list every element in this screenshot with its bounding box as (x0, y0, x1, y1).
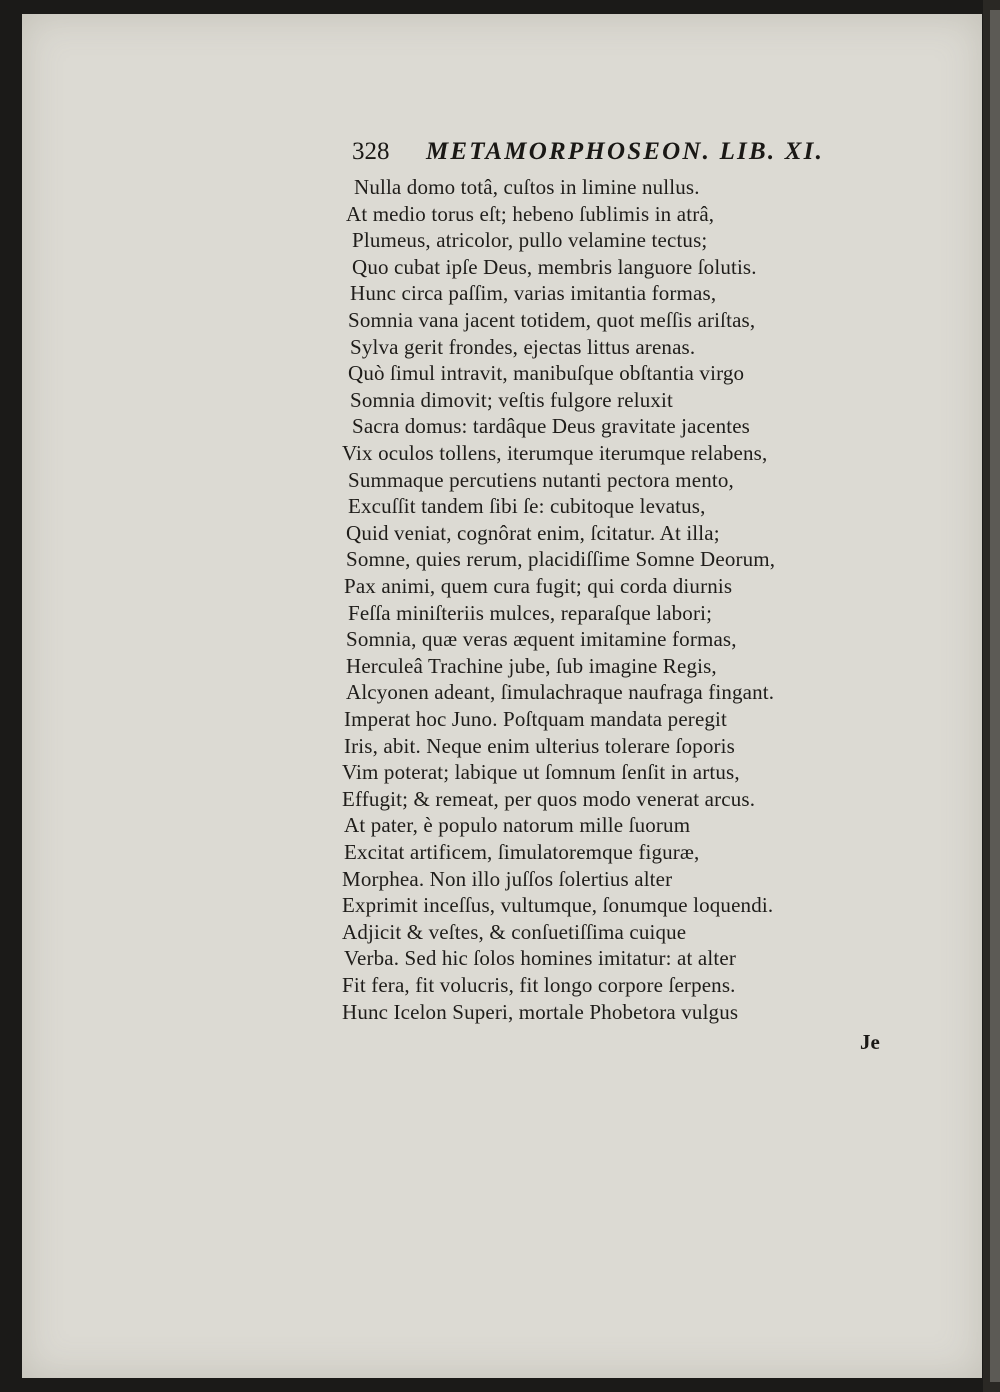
verse-line: Excitat artificem, ſimulatoremque figuræ, (344, 840, 700, 864)
catchword: Je (860, 1030, 880, 1054)
verse-line: Effugit; & remeat, per quos modo venerat arcus. (342, 787, 756, 811)
verse-line: Nulla domo totâ, cuſtos in limine nullus. (354, 175, 700, 199)
verse-line: Herculeâ Trachine jube, ſub imagine Regis, (346, 654, 717, 678)
verse-line: Somnia vana jacent totidem, quot meſſis ariſtas, (348, 308, 756, 332)
verse-line: Hunc circa paſſim, varias imitantia formas, (350, 281, 717, 305)
verse-line: Exprimit inceſſus, vultumque, ſonumque loquendi. (342, 893, 774, 917)
verse-line: Alcyonen adeant, ſimulachraque naufraga fingant. (346, 680, 775, 704)
verse-line: Excuſſit tandem ſibi ſe: cubitoque levatus, (348, 494, 706, 518)
verse-line: Iris, abit. Neque enim ulterius tolerare ſoporis (344, 734, 735, 758)
verse-line: Morphea. Non illo juſſos ſolertius alter (342, 867, 673, 891)
verse-line: Sacra domus: tardâque Deus gravitate jacentes (352, 414, 751, 438)
page-header (352, 136, 842, 172)
verse-line: Adjicit & veſtes, & conſuetiſſima cuique (342, 920, 687, 944)
verse-line: Summaque percutiens nutanti pectora mento, (348, 468, 734, 492)
verse-line: Imperat hoc Juno. Poſtquam mandata peregit (344, 707, 728, 731)
verse-line: Verba. Sed hic ſolos homines imitatur: at alter (344, 946, 736, 970)
verse-line: Sylva gerit frondes, ejectas littus arenas. (350, 335, 696, 359)
verse-line: Quid veniat, cognôrat enim, ſcitatur. At illa; (346, 521, 720, 545)
verse-line: Somnia dimovit; veſtis fulgore reluxit (350, 388, 673, 412)
verse-line: Vix oculos tollens, iterumque iterumque relabens, (342, 441, 768, 465)
verse-line: Quo cubat ipſe Deus, membris languore ſolutis. (352, 255, 757, 279)
verse-line: Pax animi, quem cura fugit; qui corda diurnis (344, 574, 733, 598)
verse-line: Fit fera, fit volucris, fit longo corpore ſerpens. (342, 973, 736, 997)
page-number: 328 (352, 138, 390, 165)
running-title: METAMORPHOSEON. LIB. XI. (426, 138, 825, 165)
verse-line: Hunc Icelon Superi, mortale Phobetora vulgus (342, 1000, 739, 1024)
verse-line: At pater, è populo natorum mille ſuorum (344, 813, 691, 837)
verse-line: Somne, quies rerum, placidiſſime Somne Deorum, (346, 547, 776, 571)
verse-line: At medio torus eſt; hebeno ſublimis in atrâ, (346, 202, 715, 226)
verse-line: Plumeus, atricolor, pullo velamine tectus; (352, 228, 708, 252)
verse-line: Somnia, quæ veras æquent imitamine formas, (346, 627, 737, 651)
verse-line: Quò ſimul intravit, manibuſque obſtantia virgo (348, 361, 745, 385)
next-page-edge (990, 10, 1000, 1382)
verse-line: Feſſa miniſteriis mulces, reparaſque labori; (348, 601, 713, 625)
verse-line: Vim poterat; labique ut ſomnum ſenſit in artus, (342, 760, 740, 784)
